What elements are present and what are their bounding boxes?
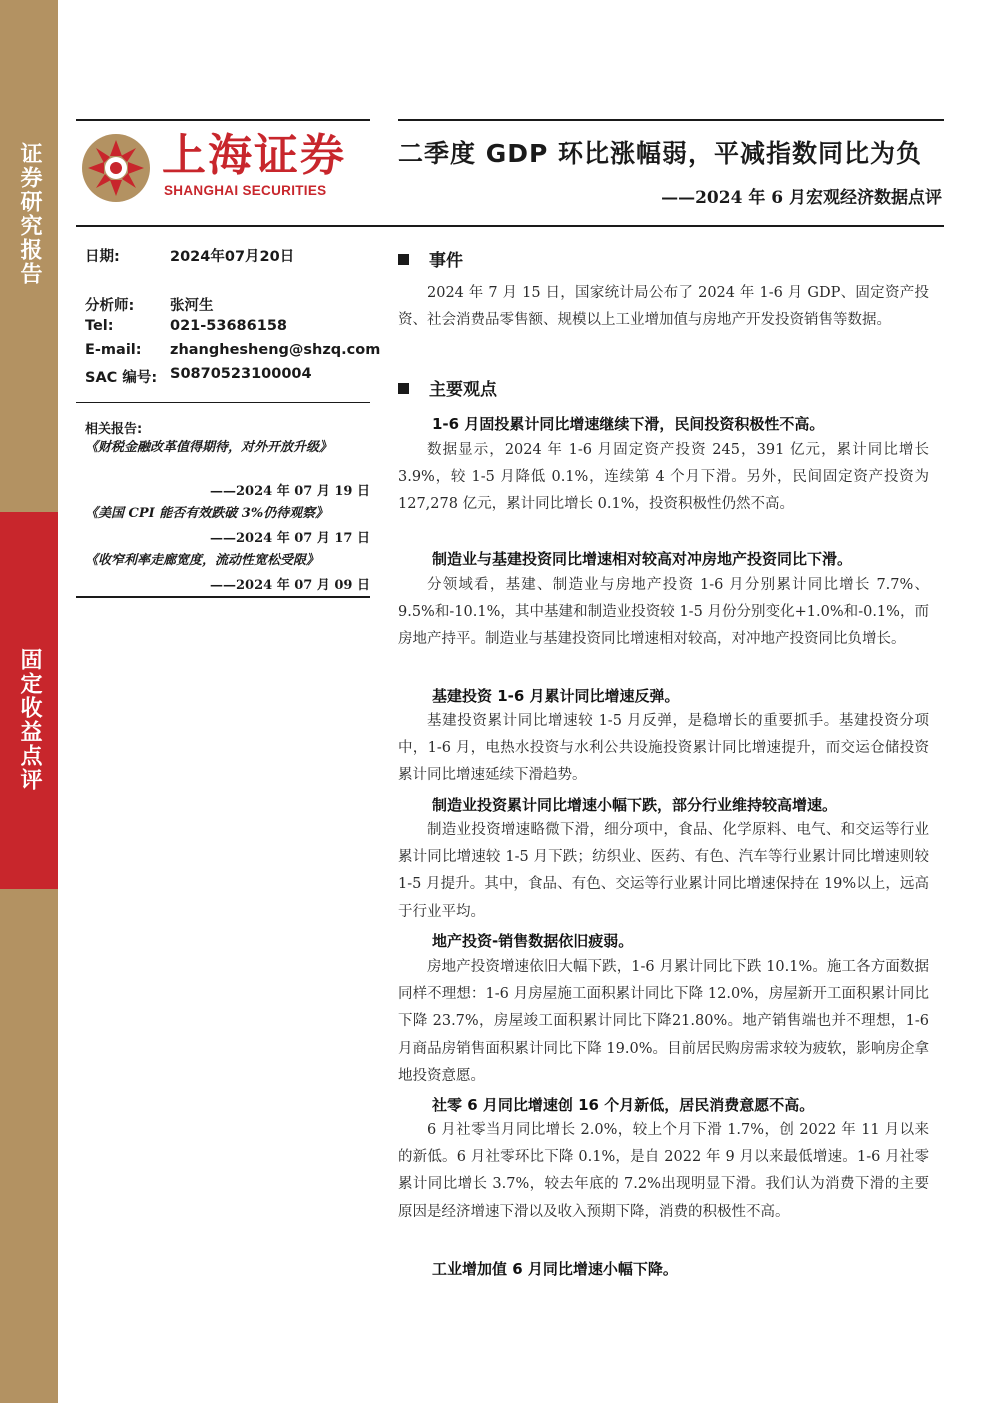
tel-label: Tel: bbox=[85, 318, 114, 334]
point-headline: 制造业投资累计同比增速小幅下跌，部分行业维持较高增速。 bbox=[432, 796, 838, 814]
point-paragraph: 6 月社零当月同比增长 2.0%，较上个月下滑 1.7%，创 2022 年 11 月以来的新低。6 月社零环比下降 0.1%，是自 2022 年 9 月以来最低增速。1-6 月社零累计同比增长 3.7%，较去年底的 7.2%出现明显下滑。我们认为消费下滑的主要原因是经济增速下滑以及收入预期下降，消费的积极性不高。 bbox=[398, 1122, 929, 1220]
report-category-label: 固定收益点评 bbox=[17, 648, 42, 792]
header-rule-left bbox=[76, 119, 370, 121]
point-headline: 制造业与基建投资同比增速相对较高对冲房地产投资同比下滑。 bbox=[432, 550, 853, 568]
report-subtitle: ——2024 年 6 月宏观经济数据点评 bbox=[661, 188, 942, 208]
square-bullet-icon bbox=[398, 254, 409, 265]
related-rule-top bbox=[76, 402, 370, 403]
company-logo bbox=[76, 128, 370, 208]
point-headline: 工业增加值 6 月同比增速小幅下降。 bbox=[432, 1260, 678, 1278]
sac-label: SAC 编号: bbox=[85, 370, 158, 386]
square-bullet-icon bbox=[398, 383, 409, 394]
point-paragraph: 分领域看，基建、制造业与房地产投资 1-6 月分别累计同比增长 7.7%、9.5%和-10.1%，其中基建和制造业投资较 1-5 月份分别变化+1.0%和-0.1%，而房地产持平。制造业与基建投资同比增速相对较高，对冲地产投资同比负增长。 bbox=[398, 577, 929, 648]
logo-chinese-name: 上海证券 bbox=[162, 130, 346, 181]
point-paragraph: 数据显示，2024 年 1-6 月固定资产投资 245，391 亿元，累计同比增长 3.9%，较 1-5 月降低 0.1%，连续第 4 个月下滑。另外，民间固定资产投资为 127,278 亿元，累计同比增长 0.1%，投资积极性仍然不高。 bbox=[398, 442, 929, 513]
point-headline: 社零 6 月同比增速创 16 个月新低，居民消费意愿不高。 bbox=[432, 1096, 815, 1114]
point-paragraph: 房地产投资增速依旧大幅下跌，1-6 月累计同比下跌 10.1%。施工各方面数据同样不理想：1-6 月房屋施工面积累计同比下降 12.0%，房屋新开工面积累计同比下降 23.7%，房屋竣工面积累计同比下降21.80%。地产销售端也并不理想，1-6 月商品房销售面积累计同比下降 19.0%。目前居民购房需求较为疲软，影响房企拿地投资意愿。 bbox=[398, 959, 929, 1084]
logo-english-name: SHANGHAI SECURITIES bbox=[164, 183, 327, 198]
related-report-title[interactable]: 《收窄利率走廊宽度，流动性宽松受限》 bbox=[85, 553, 320, 568]
point-headline: 1-6 月固投累计同比增速继续下滑，民间投资积极性不高。 bbox=[432, 415, 825, 433]
point-paragraph: 制造业投资增速略微下滑，细分项中，食品、化学原料、电气、和交运等行业累计同比增速较 1-5 月下跌；纺织业、医药、有色、汽车等行业累计同比增速则较 1-5 月提升。其中，食品、有色、交运等行业累计同比增速保持在 19%以上，远高于行业平均。 bbox=[398, 822, 929, 920]
date-label: 日期: bbox=[85, 249, 120, 265]
analyst-value: 张河生 bbox=[170, 298, 214, 314]
analyst-label: 分析师: bbox=[85, 298, 135, 314]
date-value: 2024年07月20日 bbox=[170, 249, 295, 265]
shanghai-securities-emblem-icon bbox=[80, 132, 152, 204]
point-paragraph: 基建投资累计同比增速较 1-5 月反弹，是稳增长的重要抓手。基建投资分项中，1-6 月，电热水投资与水利公共设施投资累计同比增速提升，而交运仓储投资累计同比增速延续下滑趋势。 bbox=[398, 713, 929, 784]
sidebar-band-bottom bbox=[0, 889, 58, 1403]
point-headline: 基建投资 1-6 月累计同比增速反弹。 bbox=[432, 687, 680, 705]
event-heading: 事件 bbox=[398, 246, 463, 271]
related-rule-bottom bbox=[76, 596, 370, 598]
sac-value: S0870523100004 bbox=[170, 366, 312, 382]
related-report-title[interactable]: 《美国 CPI 能否有效跌破 3%仍待观察》 bbox=[85, 506, 329, 521]
main-views-heading: 主要观点 bbox=[398, 375, 497, 400]
point-headline: 地产投资-销售数据依旧疲弱。 bbox=[432, 932, 634, 950]
tel-value: 021-53686158 bbox=[170, 318, 287, 334]
related-reports-heading: 相关报告: bbox=[85, 422, 143, 437]
related-report-date: ——2024 年 07 月 19 日 bbox=[210, 484, 370, 499]
event-paragraph: 2024 年 7 月 15 日，国家统计局公布了 2024 年 1-6 月 GDP、固定资产投资、社会消费品零售额、规模以上工业增加值与房地产开发投资销售等数据。 bbox=[398, 285, 929, 329]
report-title: 二季度 GDP 环比涨幅弱，平减指数同比为负 bbox=[398, 139, 923, 168]
header-rule-bottom bbox=[76, 225, 944, 227]
related-report-date: ——2024 年 07 月 09 日 bbox=[210, 578, 370, 593]
related-report-date: ——2024 年 07 月 17 日 bbox=[210, 531, 370, 546]
report-type-label: 证券研究报告 bbox=[17, 142, 42, 286]
email-label: E-mail: bbox=[85, 342, 142, 358]
header-rule-right bbox=[398, 119, 944, 121]
email-value[interactable]: zhanghesheng@shzq.com bbox=[170, 342, 381, 358]
related-report-title[interactable]: 《财税金融改革值得期待，对外开放升级》 bbox=[85, 440, 333, 455]
